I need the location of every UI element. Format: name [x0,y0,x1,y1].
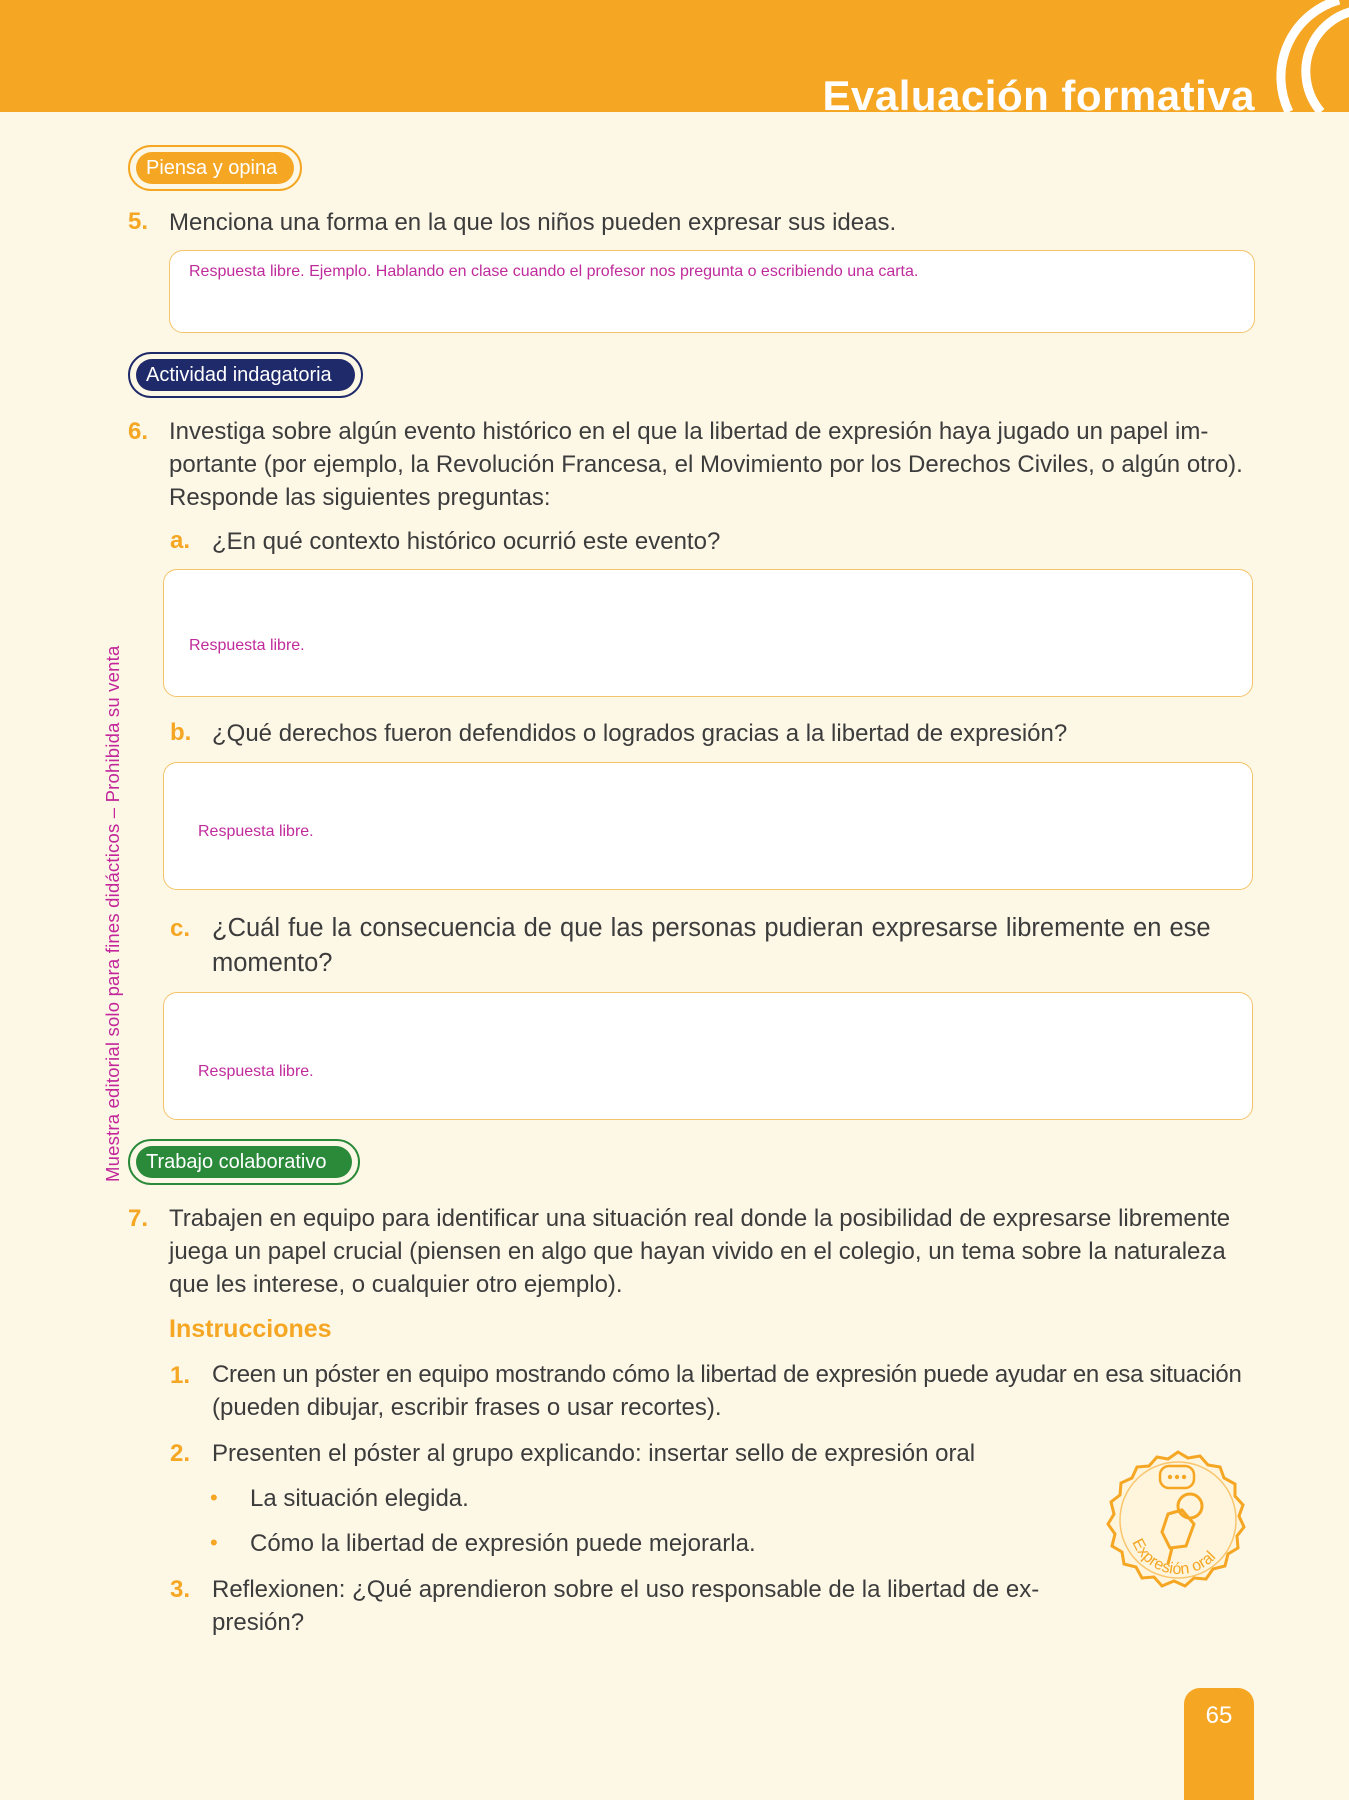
bullet-text: Cómo la libertad de expresión puede mejorarla. [250,1530,756,1557]
subquestion-text-line: ¿Cuál fue la consecuencia de que las personas pudieran expresarse libremente en ese [212,914,1211,942]
step-text-line: Presenten el póster al grupo explicando: insertar sello de expresión oral [212,1440,976,1467]
question-text: Menciona una forma en la que los niños pueden expresar sus ideas. [169,209,897,236]
bullet-text: La situación elegida. [250,1485,469,1512]
page-title: Evaluación formativa [822,72,1255,112]
question-text-line: Trabajen en equipo para identificar una situación real donde la posibilidad de expresarse libremente [169,1205,1231,1232]
question-text-line: Investiga sobre algún evento histórico en el que la libertad de expresión haya jugado un papel im- [169,418,1209,445]
question-text-line: portante (por ejemplo, la Revolución Francesa, el Movimiento por los Derechos Civiles, o algún otro). [169,451,1243,478]
section-badge-collab [128,1139,360,1185]
step-text-line: presión? [212,1609,305,1636]
bullet-dot: • [210,1485,218,1510]
subquestion-letter: a. [170,527,191,554]
step-number: 3. [170,1576,191,1603]
bullet-dot: • [210,1530,218,1555]
answer-box[interactable] [163,569,1253,697]
oral-expression-seal-icon [1104,1448,1252,1596]
answer-text: Respuesta libre. [189,637,305,654]
section-badge-label: Piensa y opina [136,152,294,184]
step-text-line: (pueden dibujar, escribir frases o usar recortes). [212,1394,722,1421]
instructions-heading: Instrucciones [169,1315,332,1343]
section-badge-inquiry [128,352,363,398]
question-number: 5. [128,208,149,235]
question-text-line: juega un papel crucial (piensen en algo que hayan vivido en el colegio, un tema sobre la naturaleza [169,1238,1226,1265]
question-number: 6. [128,418,149,445]
subquestion-text: ¿Qué derechos fueron defendidos o logrados gracias a la libertad de expresión? [212,720,1068,747]
answer-box[interactable] [163,992,1253,1120]
side-disclaimer: Muestra editorial solo para fines didácticos – Prohibida su venta [102,645,123,1182]
seal-label: Expresión oral [1128,1536,1220,1579]
section-badge-think [128,145,302,191]
answer-text: Respuesta libre. [198,823,314,840]
step-number: 2. [170,1440,191,1467]
answer-text: Respuesta libre. [198,1063,314,1080]
subquestion-text: ¿En qué contexto histórico ocurrió este evento? [212,528,721,555]
page-number: 65 [1205,1702,1233,1729]
subquestion-text-line: momento? [212,949,333,977]
page-number-tab [1184,1688,1254,1800]
question-text-line: que les interese, o cualquier otro ejemplo). [169,1271,623,1298]
section-badge-label: Actividad indagatoria [136,359,355,391]
step-number: 1. [170,1362,191,1389]
section-badge-label: Trabajo colaborativo [136,1146,352,1178]
subquestion-letter: c. [170,915,191,942]
question-text-line: Responde las siguientes preguntas: [169,484,551,511]
question-number: 7. [128,1205,149,1232]
answer-box[interactable] [163,762,1253,890]
answer-text: Respuesta libre. Ejemplo. Hablando en clase cuando el profesor nos pregunta o escribiendo una carta. [189,263,919,280]
subquestion-letter: b. [170,719,192,746]
step-text-line: Creen un póster en equipo mostrando cómo la libertad de expresión puede ayudar en esa situación [212,1361,1242,1388]
step-text-line: Reflexionen: ¿Qué aprendieron sobre el uso responsable de la libertad de ex- [212,1576,1040,1603]
